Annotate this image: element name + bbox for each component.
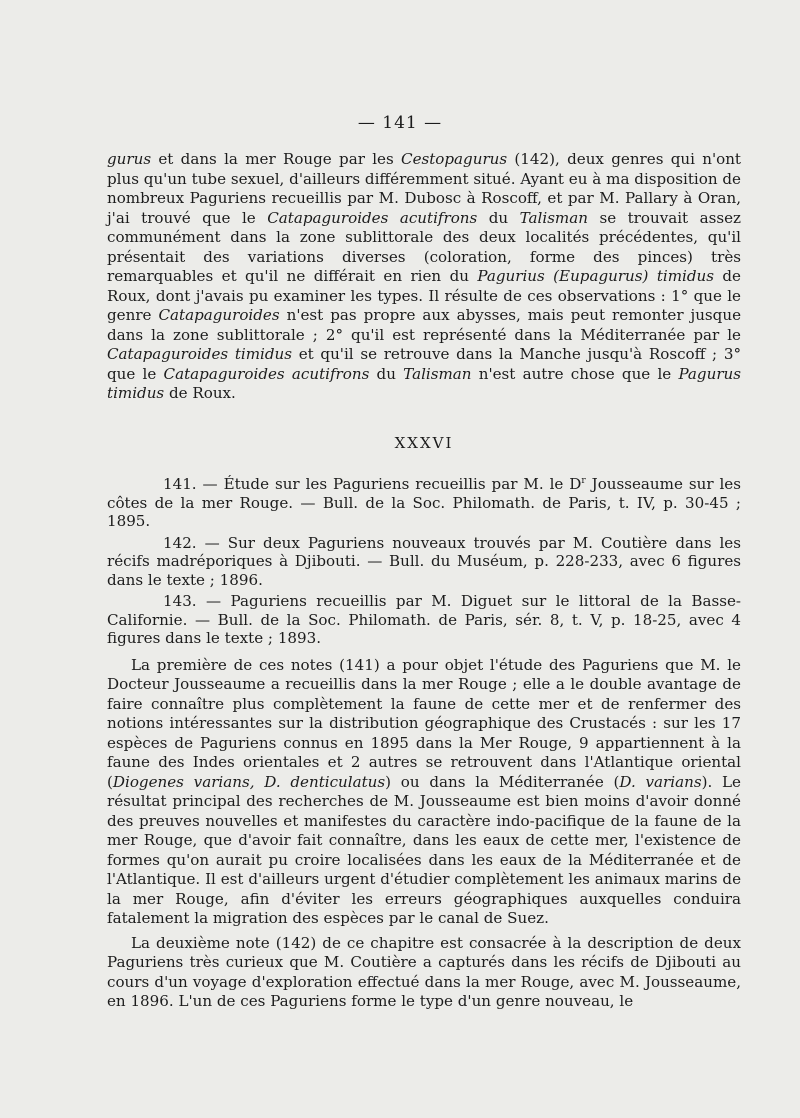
taxon-name: gurus xyxy=(107,150,152,168)
taxon-name: Diogenes varians, D. denticulatus xyxy=(112,772,386,791)
bibliography-entry: 142. — Sur deux Paguriens nouveaux trouvés par M. Coutière dans les récifs madréporiques à Djibouti. — Bull. du Muséum, p. 228-233, avec 6 figures dans le texte ; 1896. xyxy=(107,533,741,589)
text-run: du xyxy=(477,208,520,227)
text-run: de Roux. xyxy=(164,384,236,402)
text-run: n'est autre chose que le xyxy=(471,364,679,383)
paragraph xyxy=(107,656,741,929)
page-number: — 141 — xyxy=(357,113,443,133)
text-run: et dans la mer Rouge par les xyxy=(151,150,402,168)
taxon-name: Pagurus timidus xyxy=(107,364,741,402)
text-run: La première de ces notes (141) a pour objet l'étude des Paguriens que M. le Docteur Jousseaume a recueillis dans la mer Rouge ; elle a le double avantage de faire connaître plus complètement la faune de cette mer et de renfermer des notions intéressantes sur la distribution géographique des Crustacés : sur les 17 espèces de Paguriens connus en 1895 dans la Mer Rouge, 9 appartiennent à la faune des Indes orientales et 2 autres se retrouvent dans l'Atlantique oriental ( xyxy=(107,655,741,791)
text-run: ) ou dans la Méditerranée ( xyxy=(385,772,620,791)
bibliography-entry: 143. — Paguriens recueillis par M. Diguet sur le littoral de la Basse-Californie. — Bull. de la Soc. Philomath. de Paris, sér. 8, t. V, p. 18-25, avec 4 figures dans le texte ; 1893. xyxy=(107,592,741,647)
paragraph: La deuxième note (142) de ce chapitre est consacrée à la description de deux Paguriens très curieux que M. Coutière a capturés dans les récifs de Djibouti au cours d'un voyage d'exploration effectué dans la mer Rouge, avec M. Jousseaume, en 1896. L'un de ces Paguriens forme le type d'un genre nouveau, le xyxy=(107,933,741,1010)
paragraph-continuation xyxy=(107,150,741,404)
taxon-name: Cestopagurus xyxy=(401,150,508,168)
text-run: et qu'il se retrouve dans la Manche jusqu'à Roscoff ; 3° que le xyxy=(107,345,741,383)
taxon-name: D. varians xyxy=(619,772,702,791)
text-run: du xyxy=(369,364,404,383)
section-heading: XXXVI xyxy=(394,433,454,452)
text-run: n'est pas propre aux abysses, mais peut remonter jusque dans la zone sublittorale ; 2° qu'il est représenté dans la Méditerranée par le xyxy=(107,306,741,344)
text-run: de Roux, dont j'avais pu examiner les types. Il résulte de ces observations : 1° que le genre xyxy=(107,267,741,324)
ship-name: Talisman xyxy=(519,208,588,227)
bibliography-entry xyxy=(107,475,741,531)
text-run: Jousseaume sur les côtes de la mer Rouge. — Bull. de la Soc. Philomath. de Paris, t. IV, p. 30-45 ; 1895. xyxy=(107,475,741,530)
ship-name: Talisman xyxy=(403,364,472,383)
text-run: ). Le résultat principal des recherches de M. Jousseaume est bien moins d'avoir donné des preuves nouvelles et manifestes du caractère indo-pacifique de la faune de la mer Rouge, que d'avoir fait connaître, dans les eaux de cette mer, l'existence de formes qu'on aurait pu croire localisées dans les eaux de la Méditerranée et de l'Atlantique. Il est d'ailleurs urgent d'étudier complètement les animaux marins de la mer Rouge, afin d'éviter les erreurs géographiques auxquelles conduira fatalement la migration des espèces par le canal de Suez. xyxy=(107,772,741,927)
text-run: se trouvait assez communément dans la zone sublittorale des deux localités précédentes, qu'il présentait des variations diverses (coloration, forme des pinces) très remarquables et qu'il ne différait en rien du xyxy=(107,208,741,285)
taxon-name: Catapaguroides acutifrons xyxy=(267,208,478,227)
taxon-name: Catapaguroides xyxy=(158,306,280,324)
page-body xyxy=(107,150,741,1012)
text-run: (142), deux genres qui n'ont plus qu'un tube sexuel, d'ailleurs différemment situé. Ayant eu à ma disposition de nombreux Paguriens recueillis par M. Dubosc à Roscoff, et par M. Pallary à Oran, j'ai trouvé que le xyxy=(107,150,741,227)
taxon-name: Catapaguroides timidus xyxy=(107,345,292,363)
superscript: r xyxy=(581,475,586,486)
text-run: 141. — Étude sur les Paguriens recueillis par M. le D xyxy=(163,475,582,493)
taxon-name: Pagurius (Eupagurus) timidus xyxy=(477,267,714,285)
taxon-name: Catapaguroides acutifrons xyxy=(163,364,370,383)
